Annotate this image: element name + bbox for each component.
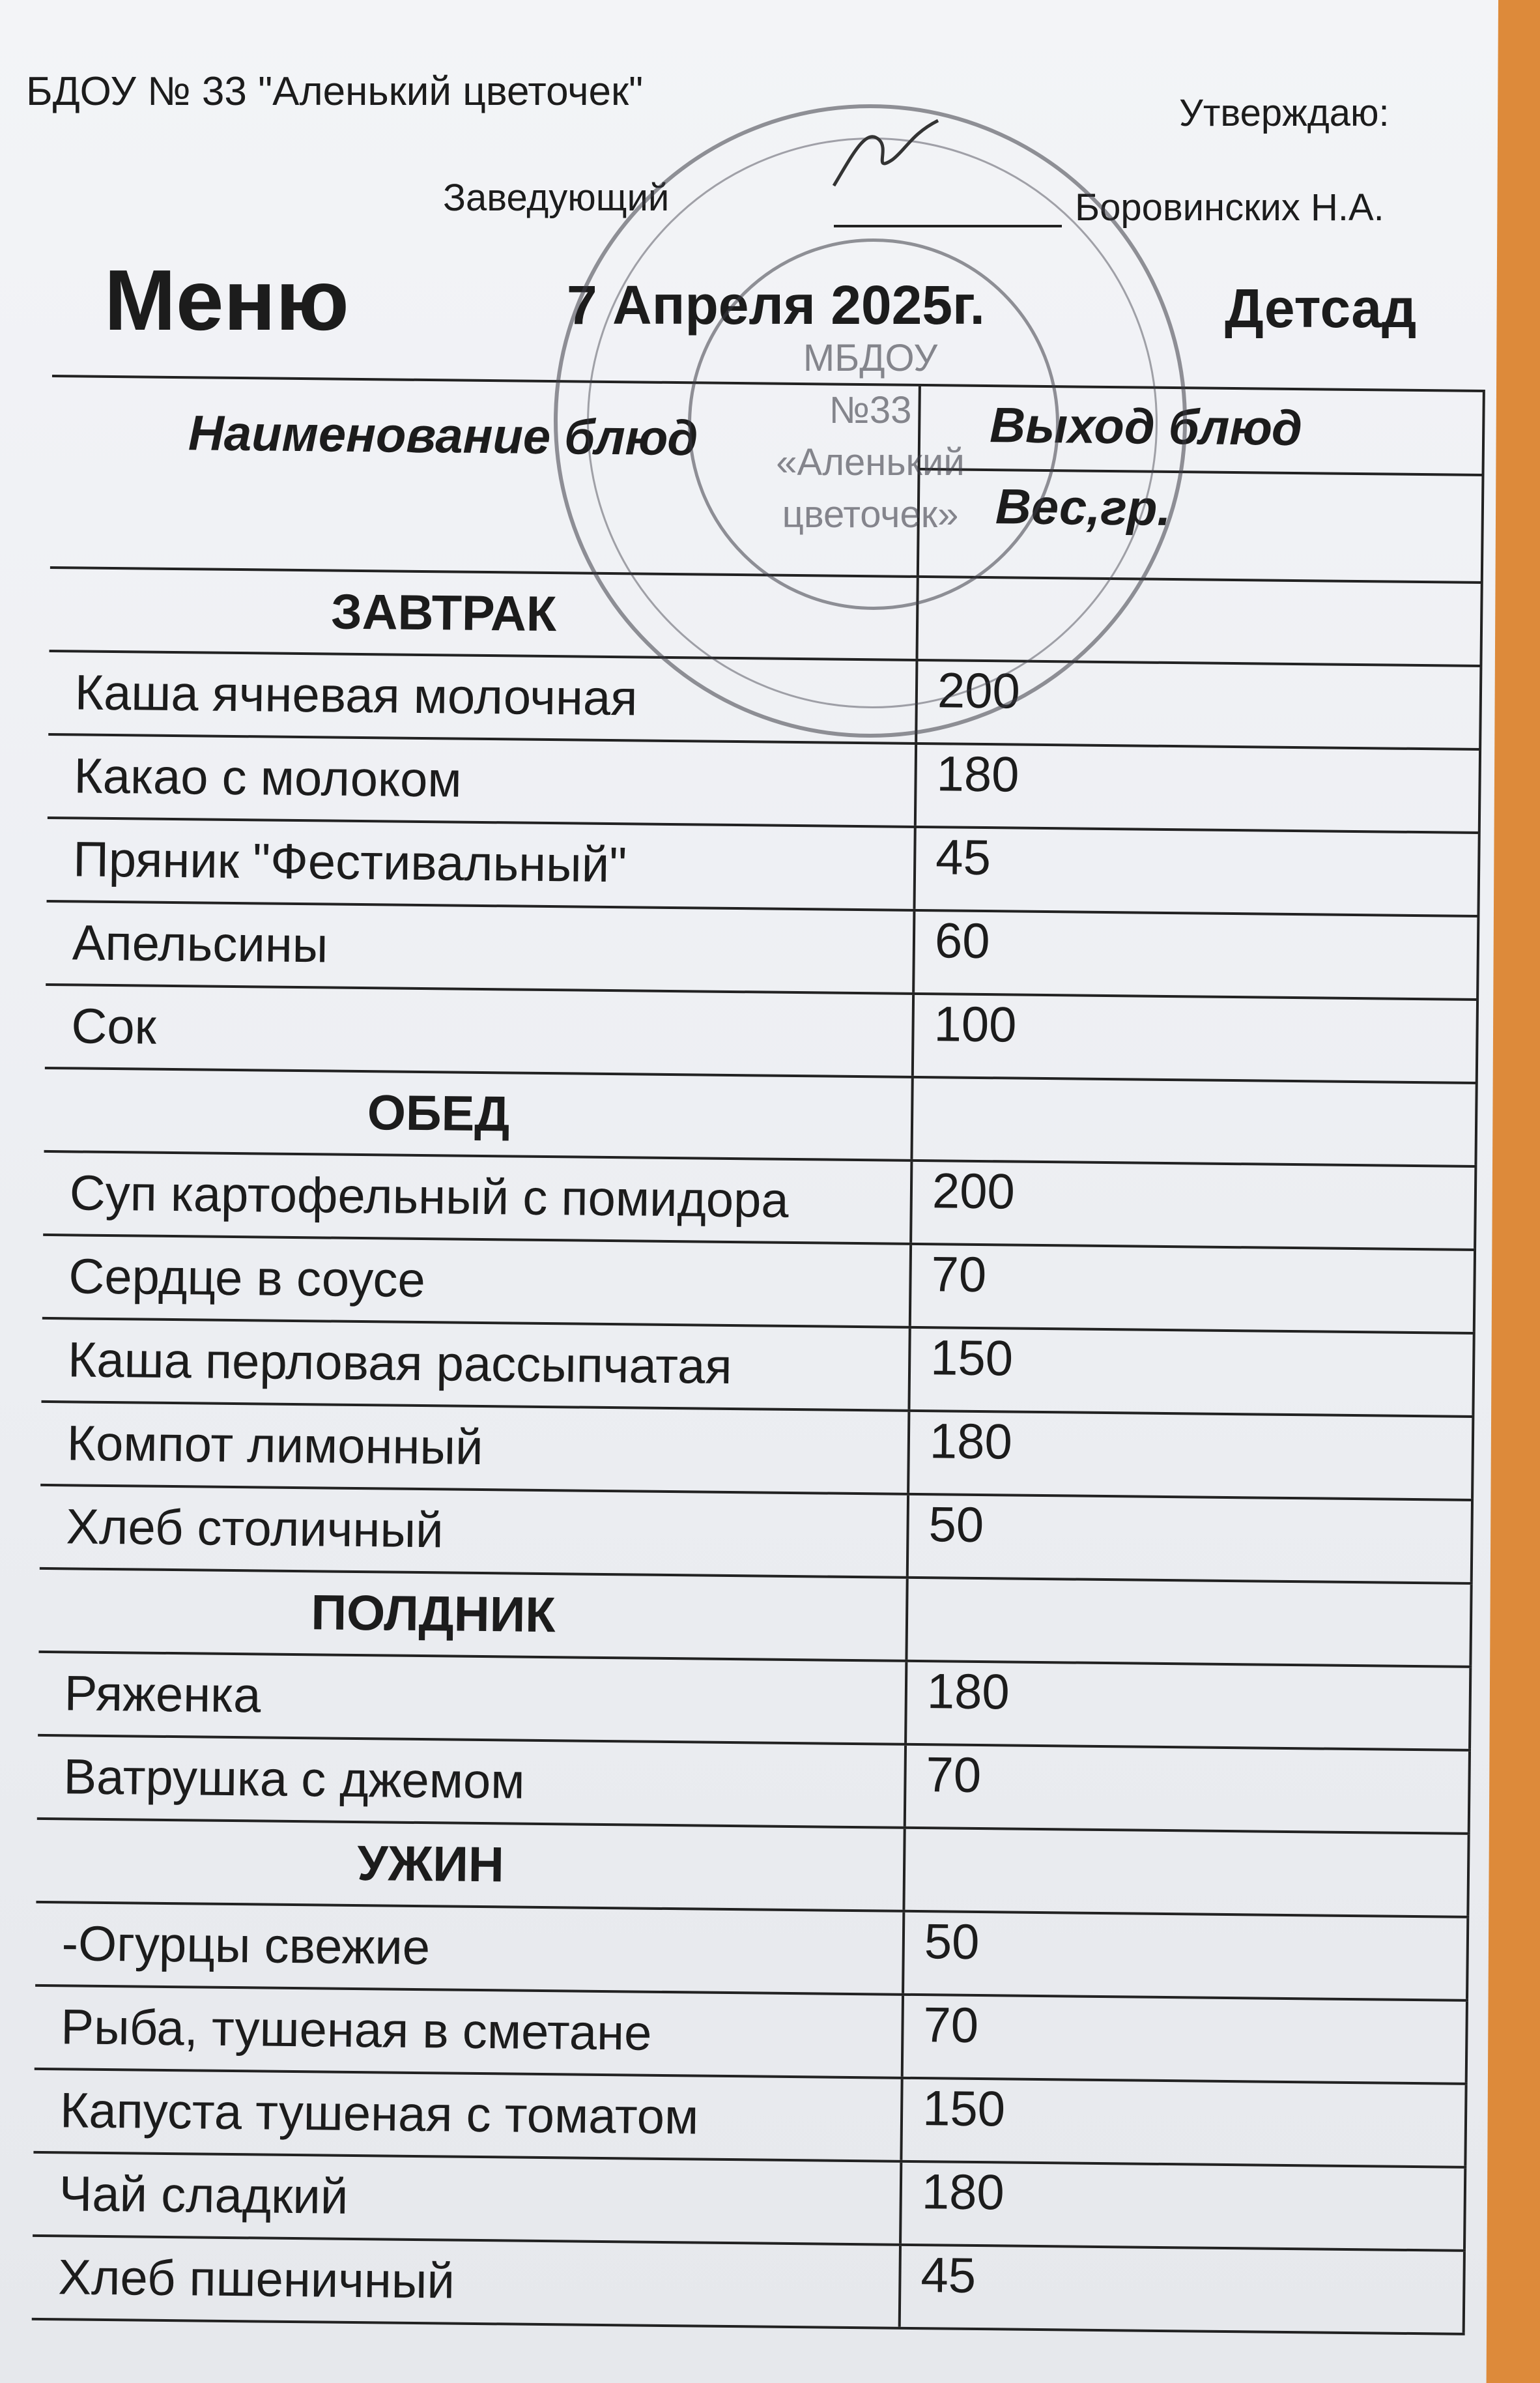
dish-name: Капуста тушеная с томатом — [59, 2083, 699, 2145]
column-header-output: Выход блюд — [989, 397, 1303, 457]
table-row — [35, 1901, 1469, 1999]
dish-weight: 45 — [913, 828, 1480, 915]
dish-name: Сердце в соусе — [68, 1249, 426, 1308]
table-row — [37, 1734, 1471, 1832]
section-title: УЖИН — [356, 1836, 505, 1893]
head-role: Заведующий — [443, 177, 670, 219]
dish-weight — [910, 1078, 1477, 1165]
stamp-line: МБДОУ — [803, 337, 938, 379]
dish-name: Ряженка — [64, 1666, 261, 1724]
menu-kind: Детсад — [1225, 278, 1417, 339]
dish-name: Рыба, тушеная в сметане — [61, 1999, 652, 2061]
table-row — [42, 1317, 1476, 1415]
dish-weight: 180 — [899, 2163, 1466, 2249]
dish-name: Каша ячневая молочная — [74, 665, 638, 727]
organization-name: БДОУ № 33 "Аленький цветочек" — [26, 69, 644, 114]
section-row — [36, 1817, 1470, 1916]
dish-name: Какао с молоком — [74, 748, 463, 808]
table-row — [40, 1400, 1474, 1499]
table-row — [32, 2234, 1466, 2335]
dish-name: Хлеб пшеничный — [57, 2249, 455, 2309]
table-row — [46, 900, 1479, 998]
dish-name: Апельсины — [72, 915, 328, 974]
table-row — [38, 1651, 1472, 1749]
dish-weight: 180 — [907, 1412, 1474, 1499]
table-row — [43, 1150, 1477, 1249]
table-row — [42, 1234, 1476, 1332]
dish-name: Чай сладкий — [59, 2166, 349, 2225]
dish-name: Суп картофельный с помидора — [69, 1165, 790, 1228]
column-header-name: Наименование блюд — [188, 405, 698, 467]
section-row — [38, 1567, 1472, 1666]
table-row — [48, 733, 1481, 831]
dish-weight: 100 — [911, 995, 1479, 1082]
dish-weight: 150 — [907, 1329, 1475, 1415]
dish-weight: 50 — [906, 1495, 1474, 1582]
dish-name: Ватрушка с джемом — [63, 1749, 525, 1810]
section-title: ПОЛДНИК — [311, 1585, 556, 1643]
menu-date: 7 Апреля 2025г. — [567, 274, 985, 336]
approval-label: Утверждаю: — [1179, 92, 1390, 134]
dish-weight: 180 — [914, 745, 1481, 831]
stamp-line: цветочек» — [782, 493, 959, 536]
page-title: Меню — [104, 252, 349, 348]
official-stamp — [554, 104, 1187, 738]
dish-weight: 70 — [901, 1996, 1468, 2083]
dish-name: Пряник "Фестивальный" — [72, 831, 627, 893]
section-title: ОБЕД — [367, 1085, 510, 1142]
dish-weight: 70 — [904, 1746, 1471, 1832]
dish-weight: 70 — [909, 1245, 1476, 1332]
handwritten-signature — [827, 114, 945, 199]
column-header-weight: Вес,гр. — [995, 479, 1171, 536]
table-body — [32, 566, 1483, 2335]
table-row — [33, 2151, 1466, 2249]
table-row — [33, 2068, 1467, 2166]
stamp-line: №33 — [829, 389, 912, 431]
dish-weight — [902, 1829, 1470, 1916]
stamp-line: «Аленький — [776, 441, 965, 484]
section-row — [44, 1067, 1478, 1165]
dish-weight: 150 — [900, 2079, 1467, 2166]
dish-weight: 200 — [909, 1162, 1477, 1249]
table-row — [40, 1484, 1474, 1582]
table-row — [35, 1984, 1468, 2083]
dish-weight: 180 — [904, 1662, 1472, 1749]
dish-name: Сок — [71, 998, 157, 1055]
table-row — [45, 983, 1479, 1082]
dish-weight: 60 — [912, 912, 1479, 998]
dish-weight — [905, 1579, 1472, 1666]
dish-weight: 50 — [902, 1913, 1469, 1999]
dish-name: Хлеб столичный — [66, 1499, 444, 1559]
dish-name: Компот лимонный — [66, 1415, 484, 1476]
dish-weight: 45 — [898, 2246, 1466, 2333]
dish-name: Каша перловая рассыпчатая — [67, 1332, 732, 1395]
dish-weight: 200 — [915, 661, 1482, 748]
table-row — [47, 816, 1481, 915]
head-name: Боровинских Н.А. — [1075, 186, 1384, 229]
dish-name: -Огурцы свежие — [61, 1916, 431, 1976]
section-title: ЗАВТРАК — [330, 584, 557, 643]
